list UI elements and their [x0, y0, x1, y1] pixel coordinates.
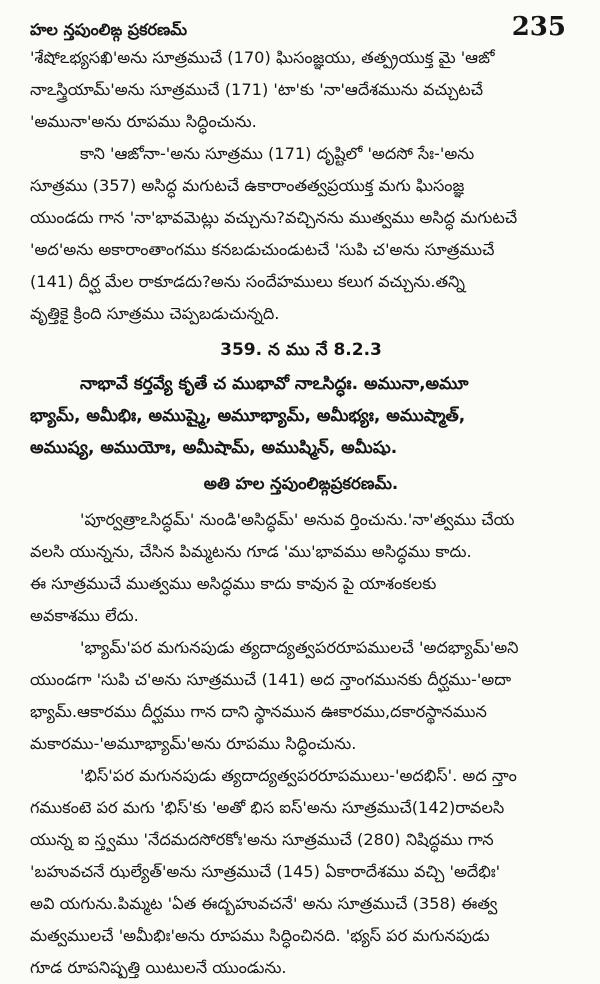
text-line: 'శేషోఽభ్యసఖి'అను సూత్రముచే (170) ఘిసంజ్ఞయు, తత్ప్రయుక్త మై 'ఆఙో: [30, 48, 495, 67]
text-line: 'అమునా'అను రూపము సిద్ధించును.: [30, 112, 257, 131]
verse-line: అముష్య, అముయోః, అమీషామ్, అముష్మిన్, అమీషు.: [30, 438, 398, 458]
verse-line: నాభావే కర్తవ్యే కృతే చ ముభావో నాఽసిద్ధః. అమునా,అమూ: [80, 374, 469, 394]
text-line: అవకాశము లేదు.: [30, 606, 139, 625]
text-line: మకారము-'అమూభ్యామ్'అను రూపము సిద్ధించును.: [30, 734, 357, 753]
text-line: కాని 'ఆఙోనా-'అను సూత్రము (171) దృష్టిలో 'అదసో సేః-'అను: [80, 144, 475, 163]
text-line: యుండదు గాన 'నా'భావమెట్లు వచ్చును?వచ్చినను ముత్వము అసిద్ధ మగుటచే: [30, 208, 518, 227]
text-line: అవి యగును.పిమ్మట 'ఏత ఈద్బహువచనే' అను సూత్రముచే (358) ఈత్వ: [30, 894, 498, 913]
text-line: మత్వములచే 'అమీభిః'అను రూపము సిద్ధించినది. 'భ్యస్ పర మగునపుడు: [30, 926, 490, 945]
page-number: 235: [511, 12, 566, 42]
text-line: గూడ రూపనిష్పత్తి యిటులనే యుండును.: [30, 958, 287, 977]
paragraph-2: [30, 138, 572, 330]
text-line: 'భిస్'పర మగునపుడు త్యదాద్యత్వపరరూపములు-'అదభిస్'. అద న్తాం: [80, 766, 517, 785]
verse-line: భ్యామ్, అమీభిః, అముష్మై, అమూభ్యామ్, అమీభ్యః, అముష్మాత్,: [30, 406, 466, 426]
text-line: యుండగా 'సుపి చ'అను సూత్రముచే (141) అద న్తాంగమునకు దీర్ఘము-'అదా: [30, 670, 512, 689]
page-header: [30, 12, 572, 42]
text-line: గముకంటె పర మగు 'భిస్'కు 'అతో భిస ఐస్'అను సూత్రముచే(142)రావలసి: [30, 798, 505, 817]
running-title: హల న్తపుంలిఙ్గ ప్రకరణమ్: [30, 20, 188, 39]
text-line: 'పూర్వత్రాఽసిద్ధమ్' నుండి'అసిద్ధమ్' అనువ ర్తించును.'నా'త్వము చేయ: [80, 510, 515, 529]
text-line: వృత్తికై క్రింది సూత్రము చెప్పబడుచున్నది.: [30, 304, 280, 323]
text-line: ఈ సూత్రముచే ముత్వము అసిద్ధము కాదు కావున పై యాశంకలకు: [30, 574, 437, 593]
paragraph-4: [30, 632, 572, 760]
text-line: వలసి యున్నను, చేసిన పిమ్మటను గూడ 'ము'భావము అసిద్ధము కాదు.: [30, 542, 472, 561]
text-line: 'అద'అను అకారాంతాంగము కనబడుచుండుటచే 'సుపి చ'అను సూత్రముచే: [30, 240, 495, 259]
sutra-heading: 359. న ము నే 8.2.3: [220, 340, 382, 360]
text-line: యున్న ఐ స్త్వము 'నేదమదసోరకోః'అను సూత్రముచే (280) నిషిద్ధము గాన: [30, 830, 494, 849]
text-line: భ్యామ్.ఆకారము దీర్ఘము గాన దాని స్థానమున ఊకారము,దకారస్థానమున: [30, 702, 487, 721]
paragraph-5: [30, 760, 572, 984]
sutra-verse: [30, 368, 572, 464]
text-line: 'బహువచనే ఝల్యేత్'అను సూత్రముచే (145) ఏకారాదేశము వచ్చి 'అదేభిః': [30, 862, 501, 881]
text-line: (141) దీర్ఘ మేల రాకూడదు?అను సందేహములు కలుగ వచ్చును.తన్ని: [30, 272, 465, 291]
text-line: నాఽస్త్రియామ్'అను సూత్రముచే (171) 'టా'కు 'నా'ఆదేశమును వచ్చుటచే: [30, 80, 484, 99]
paragraph-3: [30, 504, 572, 632]
paragraph-1: [30, 42, 572, 138]
section-end-heading: అతి హల న్తపుంలిఙ్గప్రకరణమ్.: [203, 474, 399, 493]
text-line: సూత్రము (357) అసిద్ధ మగుటచే ఉకారాంతత్వప్రయుక్త మగు ఘిసంజ్ఞ: [30, 176, 465, 195]
text-line: 'భ్యామ్'పర మగునపుడు త్యదాద్యత్వపరరూపములచే 'అదభ్యామ్'అని: [80, 638, 519, 657]
